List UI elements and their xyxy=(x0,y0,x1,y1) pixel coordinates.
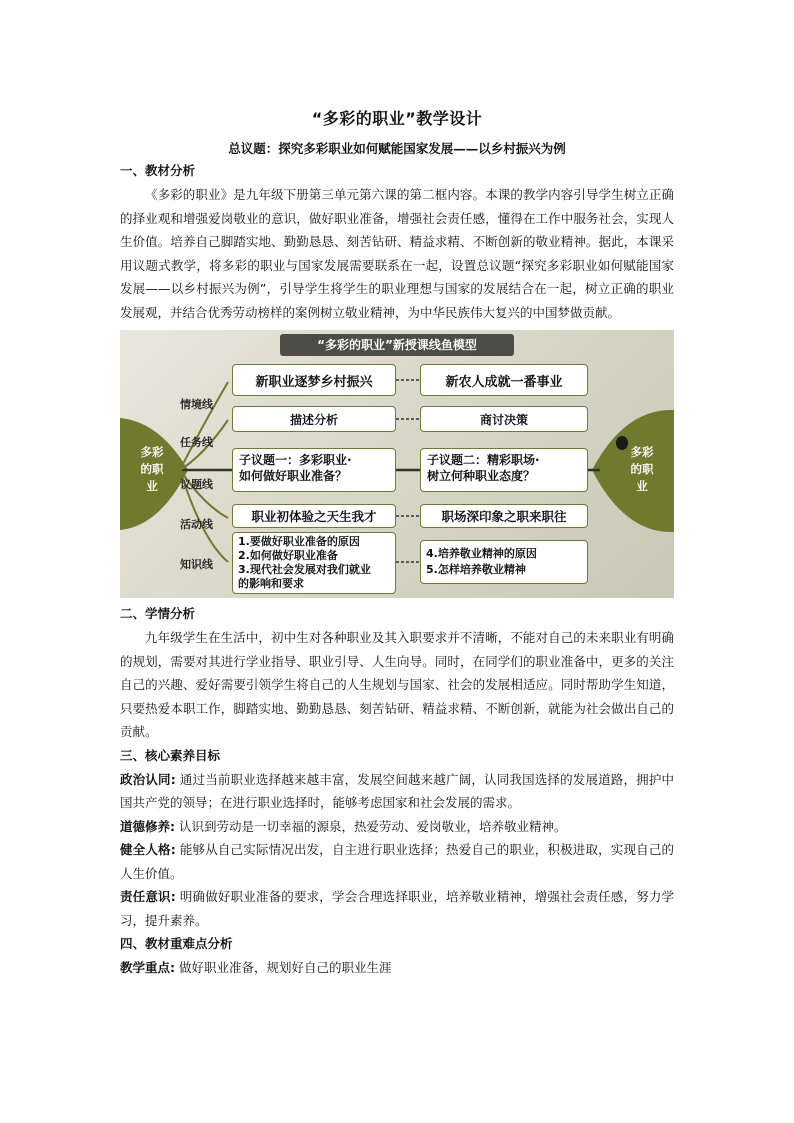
lane-label-knowledge: 知识线 xyxy=(180,558,213,571)
topic-box-1-line: 子议题一：多彩职业· xyxy=(239,453,352,467)
knowledge-item: 4.培养敬业精神的原因 xyxy=(426,547,537,560)
task-box-2: 商讨决策 xyxy=(420,406,588,432)
fish-right-line: 的职 xyxy=(630,462,654,476)
situation-box-1: 新职业逐梦乡村振兴 xyxy=(232,364,396,396)
lane-label-situation: 情境线 xyxy=(180,398,213,411)
topic-box-1 xyxy=(232,448,396,492)
situation-box-2: 新农人成就一番事业 xyxy=(420,364,588,396)
document-title: “多彩的职业”教学设计 xyxy=(311,109,483,128)
document-page xyxy=(120,100,674,980)
diagram-banner: “多彩的职业”新授课线鱼模型 xyxy=(280,334,514,356)
goal-label: 责任意识: xyxy=(120,889,176,904)
goal-label: 道德修养: xyxy=(120,818,175,834)
goal-text: 认识到劳动是一切幸福的源泉，热爱劳动、爱岗敬业，培养敬业精神。 xyxy=(178,818,567,834)
keypoint-text: 做好职业准备，规划好自己的职业生涯 xyxy=(178,960,392,975)
goal-text: 能够从自己实际情况出发，自主进行职业选择；热爱自己的职业，积极进取，实现自己的人生价值。 xyxy=(120,842,674,881)
fish-right-label xyxy=(622,444,662,495)
topic-box-2 xyxy=(420,448,588,492)
keypoint-item xyxy=(120,956,674,980)
knowledge-item: 1.要做好职业准备的原因 xyxy=(238,535,360,548)
goal-text: 明确做好职业准备的要求，学会合理选择职业，培养敬业精神，增强社会责任感，努力学习，提升素养。 xyxy=(120,889,674,928)
goal-item-moral xyxy=(120,815,674,839)
knowledge-box-2 xyxy=(420,540,588,584)
goal-text: 通过当前职业选择越来越丰富，发展空间越来越广阔，认同我国选择的发展道路，拥护中国共产党的领导；在进行职业选择时，能够考虑国家和社会发展的需求。 xyxy=(120,771,674,810)
topic-box-2-line: 树立何种职业态度？ xyxy=(427,469,536,483)
goal-item-personality xyxy=(120,838,674,885)
knowledge-item: 2.如何做好职业准备 xyxy=(238,549,338,562)
topic-box-2-line: 子议题二：精彩职场· xyxy=(427,453,540,467)
knowledge-item: 的影响和要求 xyxy=(238,577,304,590)
fish-right-line: 多彩 xyxy=(630,445,654,459)
goal-item-responsibility xyxy=(120,885,674,932)
fish-left-line: 的职 xyxy=(140,462,164,476)
fishbone-diagram xyxy=(120,330,674,598)
lane-label-activity: 活动线 xyxy=(180,518,213,531)
topic-box-1-line: 如何做好职业准备？ xyxy=(239,469,348,483)
section-heading-textbook: 一、教材分析 xyxy=(120,163,196,178)
task-box-1: 描述分析 xyxy=(232,406,396,432)
activity-box-1: 职业初体验之天生我才 xyxy=(232,504,396,528)
goal-label: 健全人格: xyxy=(120,842,176,857)
section-heading-goals: 三、核心素养目标 xyxy=(120,747,221,763)
fish-left-label xyxy=(132,444,172,495)
fish-left-line: 多彩 xyxy=(140,445,164,459)
section-paragraph-learners: 九年级学生在生活中，初中生对各种职业及其入职要求并不清晰，不能对自己的未来职业有明确的规划，需要对其进行学业指导、职业引导、人生向导。同时，在同学们的职业准备中，更多的关注自己的兴趣、爱好需要引领学生将自己的人生规划与国家、社会的发展相适应。同时帮助学生知道，只要热爱本职工作，脚踏实地、勤勤恳恳、刻苦钻研、精益求精、不断创新，就能为社会做出自己的贡献。 xyxy=(120,630,674,739)
section-heading-learners: 二、学情分析 xyxy=(120,606,196,621)
keypoint-label: 教学重点: xyxy=(120,960,175,975)
goal-label: 政治认同: xyxy=(120,771,176,787)
goal-item-political xyxy=(120,768,674,815)
fish-left-line: 业 xyxy=(146,479,158,493)
knowledge-item: 3.现代社会发展对我们就业 xyxy=(238,563,371,576)
section-heading-keypoints: 四、教材重难点分析 xyxy=(120,936,233,951)
section-paragraph-textbook: 《多彩的职业》是九年级下册第三单元第六课的第二框内容。本课的教学内容引导学生树立正确的择业观和增强爱岗敬业的意识，做好职业准备，增强社会责任感，懂得在工作中服务社会，实现人生价值。培养自己脚踏实地、勤勤恳恳、刻苦钻研、精益求精、不断创新的敬业精神。据此，本课采用议题式教学，将多彩的职业与国家发展需要联系在一起，设置总议题“探究多彩职业如何赋能国家发展——以乡村振兴为例”，引导学生将学生的职业理想与国家的发展结合在一起，树立正确的职业发展观，并结合优秀劳动榜样的案例树立敬业精神，为中华民族伟大复兴的中国梦做贡献。 xyxy=(120,187,674,320)
knowledge-box-1 xyxy=(232,532,396,594)
lane-label-task: 任务线 xyxy=(180,436,213,449)
lane-label-topic: 议题线 xyxy=(180,478,213,491)
document-subtitle: 总议题：探究多彩职业如何赋能国家发展——以乡村振兴为例 xyxy=(228,141,566,156)
knowledge-item: 5.怎样培养敬业精神 xyxy=(426,563,526,576)
activity-box-2: 职场深印象之职来职往 xyxy=(420,504,588,528)
fish-right-line: 业 xyxy=(636,479,648,493)
